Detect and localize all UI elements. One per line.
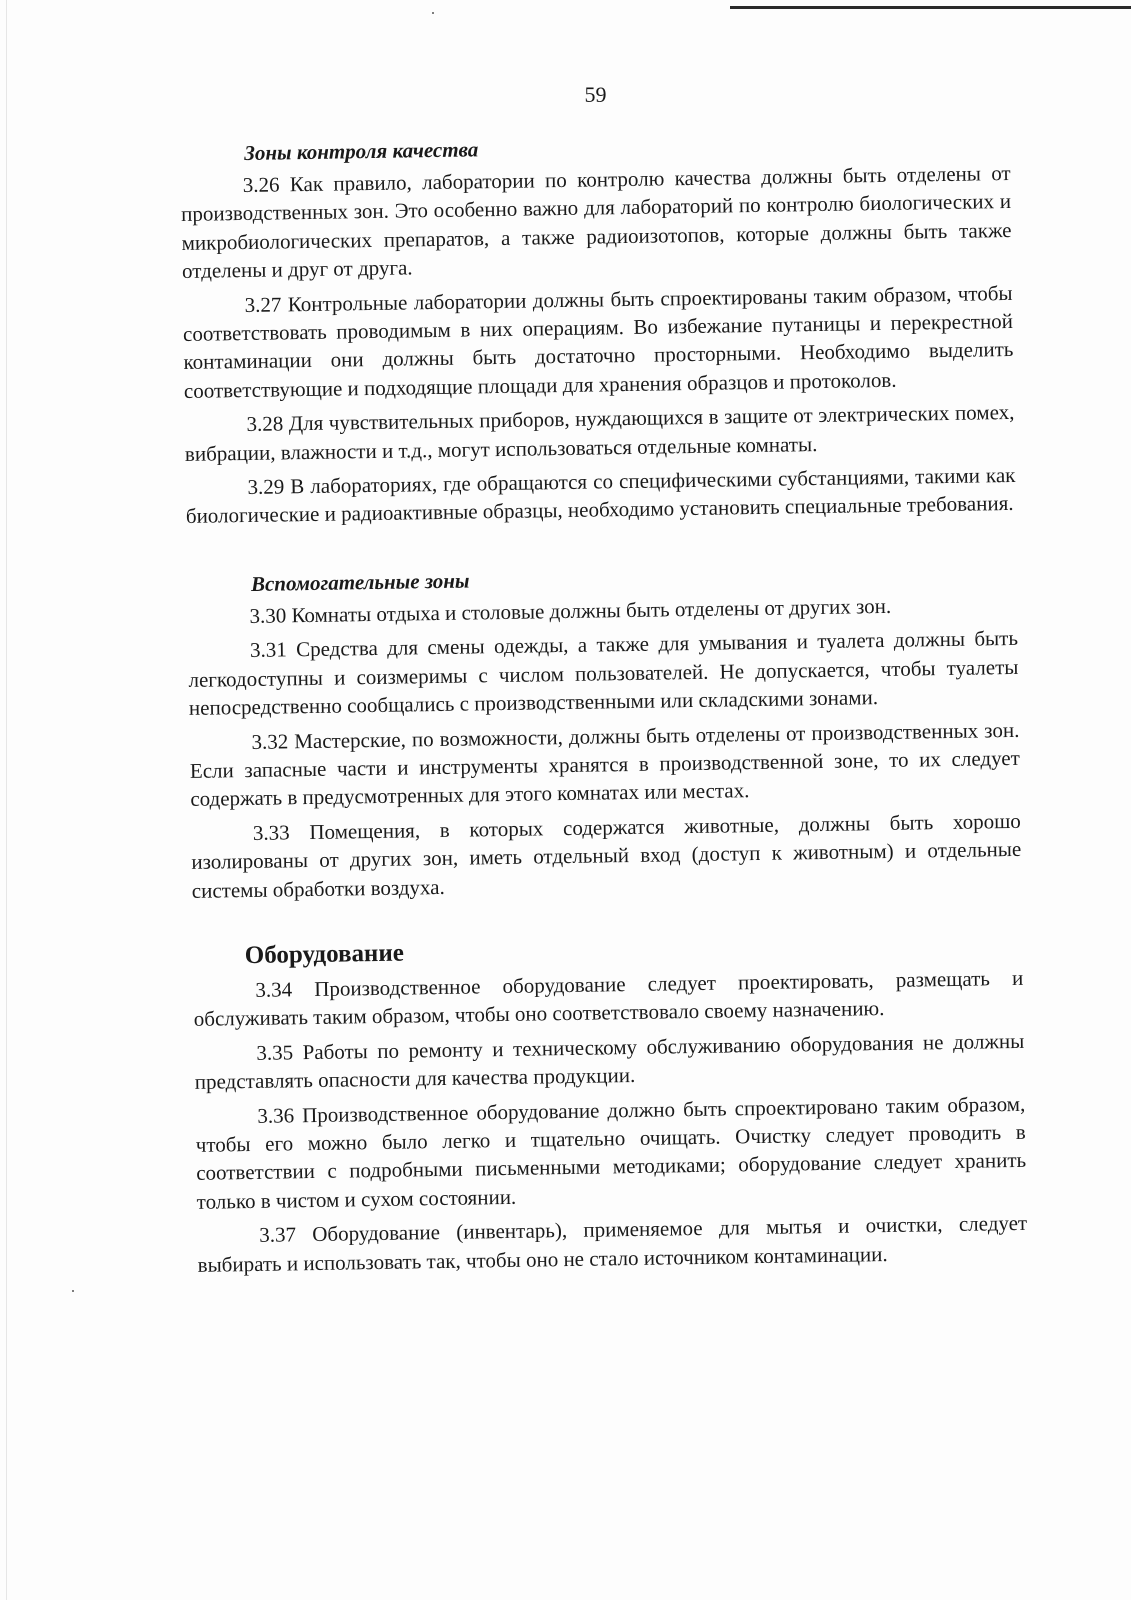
- paragraph-3-29: 3.29 В лабораториях, где обращаются со специфическими субстанциями, такими как биологические и радиоактивные образцы, необходимо установить специальные требования.: [185, 462, 1016, 529]
- scan-edge: [6, 0, 7, 1600]
- paragraph-3-27: 3.27 Контрольные лаборатории должны быть спроектированы таким образом, чтобы соответствовать проводимым в них операциям. Во избежание путаницы и перекрестной контаминации они должны быть достаточно просторными. Необходимо выделить соответствующие и подходящие площади для хранения образцов и протоколов.: [182, 280, 1014, 403]
- paragraph-3-32: 3.32 Мастерские, по возможности, должны быть отделены от производственных зон. Если запасные части и инструменты хранятся в производственной зоне, то их следует содержать в предусмотренных для этого комнатах или местах.: [189, 717, 1020, 812]
- subsection-title-quality-control: Зоны контроля качества: [244, 137, 479, 165]
- document-body: [180, 127, 1028, 1285]
- scan-border-line: [730, 6, 1131, 9]
- scan-speck: [432, 12, 434, 14]
- paragraph-3-30: 3.30 Комнаты отдыха и столовые должны быть отделены от других зон.: [249, 593, 892, 628]
- paragraph-3-31: 3.31 Средства для смены одежды, а также для умывания и туалета должны быть легкодоступны и соизмеримы с числом пользователей. Не допускается, чтобы туалеты непосредственно сообщались с производственными или складскими зонами.: [188, 626, 1019, 721]
- paragraph-3-33: 3.33 Помещения, в которых содержатся животные, должны быть хорошо изолированы от других зон, иметь отдельный вход (доступ к животным) и отдельные системы обработки воздуха.: [191, 808, 1022, 903]
- page-number: 59: [584, 82, 607, 107]
- paragraph-3-35: 3.35 Работы по ремонту и техническому обслуживанию оборудования не должны представлять опасности для качества продукции.: [194, 1028, 1025, 1095]
- paragraph-3-34: 3.34 Производственное оборудование следует проектировать, размещать и обслуживать таким образом, чтобы оно соответствовало своему назначению.: [193, 965, 1024, 1032]
- section-heading-equipment: Оборудование: [244, 939, 405, 970]
- paragraph-3-26: 3.26 Как правило, лаборатории по контролю качества должны быть отделены от производственных зон. Это особенно важно для лабораторий по контролю биологических и микробиологических препаратов, а также радиоизотопов, которые должны быть также отделены и друг от друга.: [180, 160, 1012, 284]
- paragraph-3-37: 3.37 Оборудование (инвентарь), применяемое для мытья и очистки, следует выбирать и использовать так, чтобы оно не стало источником контаминации.: [197, 1211, 1028, 1277]
- scan-speck: [72, 1290, 74, 1292]
- paragraph-3-36: 3.36 Производственное оборудование должно быть спроектировано таким образом, чтобы его можно было легко и тщательно очищать. Очистку следует проводить в соответствии с подробными письменными методиками; оборудование следует хранить только в чистом и сухом состоянии.: [195, 1091, 1027, 1214]
- paragraph-3-28: 3.28 Для чувствительных приборов, нуждающихся в защите от электрических помех, вибрации, влажности и т.д., могут использоваться отдельные комнаты.: [184, 400, 1015, 466]
- subsection-title-auxiliary-zones: Вспомогательные зоны: [250, 568, 470, 596]
